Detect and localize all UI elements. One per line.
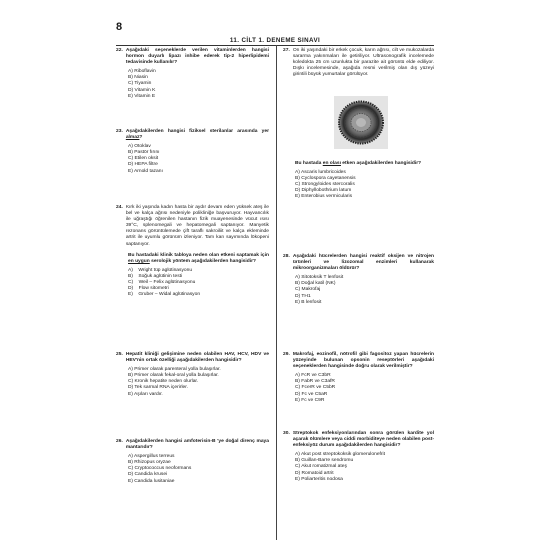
- question-prompt: [295, 161, 434, 167]
- question-24: [116, 205, 269, 298]
- question-25: [116, 352, 269, 398]
- question-27-prompt: [283, 161, 434, 201]
- option-c[interactable]: C) Makrofaj: [295, 287, 321, 293]
- option-b[interactable]: B) Pastör fırını: [128, 150, 160, 156]
- question-number: 29.: [283, 352, 290, 357]
- option-a[interactable]: A) Aspergillus terreus: [128, 454, 175, 460]
- question-number: 27.: [283, 48, 290, 53]
- option-b[interactable]: B) FabR ve C3afR: [295, 379, 335, 385]
- option-e[interactable]: E) Aşıları vardır.: [128, 391, 163, 397]
- option-list: [128, 268, 269, 298]
- option-a[interactable]: A) Primer olarak parenteral yolla bulaşırlar.: [128, 367, 221, 373]
- option-c[interactable]: C) Strongyloides stercoralis: [295, 182, 355, 188]
- option-c[interactable]: C) Akut romatizmal ateş: [295, 464, 347, 470]
- option-a[interactable]: A) Sitotoksik T lenfosit: [295, 275, 344, 281]
- option-d[interactable]: D) Tek sarmal RNA içerirler.: [128, 385, 188, 391]
- question-23: [116, 129, 269, 175]
- question-prompt-main: Bu hastada: [295, 161, 323, 166]
- option-e[interactable]: E) Gruber – Widal aglütinasyon: [128, 292, 201, 298]
- option-b[interactable]: B) Rhizopus oryzae: [128, 460, 171, 466]
- option-e[interactable]: E) Candida lusitaniae: [128, 478, 175, 484]
- question-stem: [116, 48, 269, 66]
- option-a[interactable]: A) Ascaris lumbricoides: [295, 170, 346, 176]
- column-divider: [276, 45, 277, 540]
- option-e[interactable]: E) Fc ve C9R: [295, 397, 325, 403]
- question-number: 25.: [116, 352, 123, 357]
- question-28: [283, 254, 434, 306]
- question-stem: [283, 48, 434, 78]
- option-d[interactable]: D) Fc ve C5aR: [295, 391, 328, 397]
- question-text: On iki yaşındaki bir erkek çocuk, karın ağrısı, cilt ve mukozalarda sararma yakınmaları ile getiriliyor. Ultrasonografik incelemede koledokta 25 cm uzunlukta bir parazite ait görüntü elde ediliyor. Dışkı incelemesinde, aşağıda resmi verilmiş olan dış yüzeyi girintili büyük yumurtalar görülüyor.: [292, 48, 434, 78]
- option-e[interactable]: E) Enterobius vermicularis: [295, 194, 353, 200]
- option-e[interactable]: E) Vitamin E: [128, 93, 156, 99]
- question-stem: [283, 352, 434, 370]
- question-number: 26.: [116, 439, 123, 444]
- question-prompt-end: etken aşağıdakilerden hangisidir?: [340, 161, 422, 166]
- question-number: 28.: [283, 254, 290, 259]
- parasite-egg-figure: [334, 96, 388, 149]
- option-e[interactable]: E) B lenfosit: [295, 299, 322, 305]
- option-c[interactable]: C) Tiyamin: [128, 81, 152, 87]
- question-number: 30.: [283, 431, 290, 436]
- option-c[interactable]: C) Etilen oksit: [128, 156, 159, 162]
- option-d[interactable]: D) Diphyllobothrium latum: [295, 188, 352, 194]
- option-list: [128, 69, 269, 99]
- question-stem: [116, 129, 269, 141]
- option-list: [295, 275, 434, 305]
- page-header: 11. CİLT 1. DENEME SINAVI: [229, 37, 321, 44]
- option-b[interactable]: B) Primer olarak fekal-oral yolla bulaşırlar.: [128, 373, 219, 379]
- question-emphasis: en uygun: [128, 258, 150, 264]
- option-b[interactable]: B) Cyclospora cayetanensis: [295, 176, 356, 182]
- option-list: [295, 170, 434, 200]
- option-e[interactable]: E) Arnold tazanı: [128, 168, 163, 174]
- option-a[interactable]: A) Akut post streptokoksik glomerulonefrit: [295, 452, 385, 458]
- option-a[interactable]: A) Riboflavin: [128, 69, 156, 75]
- option-b[interactable]: B) Soğuk aglütinin testi: [128, 273, 183, 279]
- option-d[interactable]: D) Flow sitometri: [128, 286, 169, 292]
- question-27: [283, 48, 434, 78]
- option-a[interactable]: A) Otoklav: [128, 144, 151, 150]
- question-text: [126, 129, 269, 141]
- question-29: [283, 352, 434, 404]
- question-text: Makrofaj, eozinofil, nötrofil gibi fagositoz yapan hücrelerin yüzeyinde bulunan opsonin reseptörleri aşağıdaki seçeneklerden hangisinde doğru olarak verilmiştir?: [292, 352, 434, 370]
- option-c[interactable]: C) Cryptococcus neoformans: [128, 466, 192, 472]
- option-list: [295, 373, 434, 403]
- option-d[interactable]: D) Candida krusei: [128, 472, 168, 478]
- option-e[interactable]: E) Poliarteritis nodosa: [295, 476, 343, 482]
- option-b[interactable]: B) Guillan-Barre sendromu: [295, 458, 354, 464]
- option-d[interactable]: D) TH1: [295, 293, 311, 299]
- question-emphasis: almaz: [125, 135, 140, 141]
- question-text: Aşağıdakilerden hangisi amfoterisin-B 'ye doğal direnç maya mantarıdır?: [125, 439, 269, 451]
- option-a[interactable]: A) Wright tüp aglütinasyonu: [128, 267, 193, 273]
- page-number: 8: [116, 21, 123, 33]
- question-stem: [283, 254, 434, 272]
- question-text: Hepatit kliniği gelişimine neden olabilen HAV, HCV, HDV ve HEV'nin ortak özelliği aşağıdakilerden hangisidir?: [125, 352, 269, 364]
- option-d[interactable]: D) Romatoid artrit: [295, 470, 334, 476]
- question-stem: [116, 205, 269, 248]
- option-list: [128, 144, 269, 174]
- question-text: Streptokok enfeksiyonlarından sonra görülen kardite yol açarak ölümlere veya ciddi morbiditeye neden olabilen post-enfeksiyöz durum aşağıdakilerden hangisidir?: [292, 431, 434, 449]
- question-prompt-main: Bu hastadaki klinik tabloya neden olan etkeni saptamak için: [128, 252, 269, 258]
- option-a[interactable]: A) FcR ve C3bR: [295, 373, 331, 379]
- option-list: [295, 452, 434, 482]
- option-b[interactable]: B) Niasin: [128, 75, 148, 81]
- question-text: Kırk iki yaşında kadın hasta bir aydır devam eden yüksek ateş ile bel ve kalça ağrısı nedeniyle polikliniğe başvuruyor. Hayvancılık ile uğraştığı öğrenilen hastanın fizik muayenesinde vücut ısısı 39°C, splenomegali ve hepatomegali saptanıyor. Manyetik rezonans görüntülemede çift taraflı sakroiliit ve kalça ekleminde artrit ile uyumlu görünüm izleniyor. Tam kan sayımında lökopeni saptanıyor.: [125, 205, 269, 247]
- question-stem: [116, 439, 269, 451]
- question-30: [283, 431, 434, 483]
- question-prompt: [128, 253, 269, 265]
- option-d[interactable]: D) Vitamin K: [128, 87, 156, 93]
- option-list: [128, 454, 269, 484]
- question-text: Aşağıdaki seçeneklerde verilen vitaminlerden hangisi hormon duyarlı lipazı inhibe ederek tip-2 hiperlipidemi tedavisinde kullanılır?: [125, 48, 269, 66]
- question-number: 23.: [116, 129, 123, 134]
- option-list: [128, 367, 269, 397]
- question-text-main: Aşağıdakilerden hangisi fiziksel sterilanlar arasında yer: [125, 129, 269, 134]
- question-emphasis: en olası: [322, 161, 341, 166]
- option-d[interactable]: D) HEPA filtre: [128, 162, 158, 168]
- question-number: 24.: [116, 205, 123, 210]
- question-stem: [283, 431, 434, 449]
- question-number: 22.: [116, 48, 123, 53]
- question-prompt-end: serolojik yöntem aşağıdakilerden hangisidir?: [149, 258, 257, 264]
- question-26: [116, 439, 269, 485]
- option-c[interactable]: C) Weil – Felix aglütinasyonu: [128, 280, 196, 286]
- option-c[interactable]: C) Kronik hepatite neden olurlar.: [128, 379, 199, 385]
- question-22: [116, 48, 269, 100]
- question-text-end: ?: [139, 135, 143, 141]
- option-c[interactable]: C) FcerR ve C5bR: [295, 385, 336, 391]
- question-text: Aşağıdaki hücrelerden hangisi reaktif oksijen ve nitrojen ürünleri ve lizozomal enzimleri kullanarak mikroorganizmaları öldürür?: [292, 254, 434, 272]
- question-stem: [116, 352, 269, 364]
- header-divider: [116, 45, 434, 46]
- option-b[interactable]: B) Doğal katil (NK): [295, 281, 336, 287]
